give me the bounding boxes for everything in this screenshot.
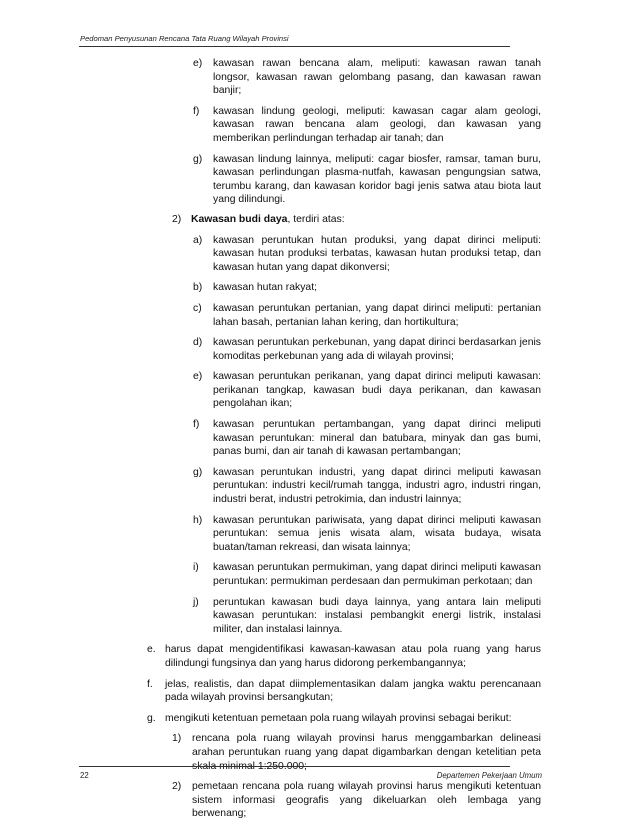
item-label: i): [193, 562, 199, 574]
item-label: 2): [172, 781, 182, 793]
item-text: kawasan peruntukan hutan produksi, yang dapat dirinci meliputi: kawasan hutan produksi terbatas, kawasan hutan produksi tetap, dan kawasan hutan yang dapat dikonversi;: [213, 234, 541, 273]
list-item: [193, 281, 541, 295]
item-text: kawasan peruntukan perikanan, yang dapat dirinci meliputi kawasan: perikanan tangkap, kawasan budi daya perikanan, dan kawasan pengolahan ikan;: [213, 371, 541, 410]
item-text: kawasan lindung lainnya, meliputi: cagar biosfer, ramsar, taman buru, kawasan perlindungan plasma-nutfah, kawasan pengungsian satwa, terumbu karang, dan kawasan koridor bagi jenis satwa atau biota laut yang dilindungi.: [213, 153, 541, 206]
item-label: b): [193, 282, 203, 294]
item-text: mengikuti ketentuan pemetaan pola ruang wilayah provinsi sebagai berikut:: [165, 712, 512, 724]
item-text: kawasan peruntukan pertambangan, yang dapat dirinci meliputi kawasan peruntukan: mineral dan batubara, minyak dan gas bumi, panas bumi, dan air tanah di kawasan pertambangan;: [213, 419, 541, 458]
running-footer: Departemen Pekerjaan Umum: [436, 771, 542, 780]
item-text: kawasan peruntukan industri, yang dapat dirinci meliputi kawasan peruntukan: industri kecil/rumah tangga, industri agro, industri ringan, industri berat, industri petrokimia, dan industri lainnya;: [213, 466, 541, 506]
item-label: f): [193, 105, 200, 117]
item-text: harus dapat mengidentifikasi kawasan-kawasan atau pola ruang yang harus dilindungi fungsinya dan yang harus didorong perkembangannya;: [165, 644, 541, 669]
list-item: [193, 57, 541, 98]
item-text: peruntukan kawasan budi daya lainnya, yang antara lain meliputi kawasan peruntukan: instalasi pembangkit energi listrik, instalasi militer, dan instalasi lainnya.: [213, 596, 541, 635]
list-item: [193, 105, 541, 146]
page-number: 22: [80, 771, 89, 780]
item-text: kawasan peruntukan perkebunan, yang dapat dirinci berdasarkan jenis komoditas perkebunan yang ada di wilayah provinsi;: [213, 337, 541, 362]
item-text: kawasan peruntukan pertanian, yang dapat dirinci meliputi: pertanian lahan basah, pertanian lahan kering, dan hortikultura;: [213, 302, 541, 328]
item-label: e): [193, 58, 203, 69]
item-text: kawasan lindung geologi, meliputi: kawasan cagar alam geologi, kawasan rawan bencana alam geologi, dan kawasan yang memberikan perlindungan terhadap air tanah; dan: [213, 105, 541, 144]
item-label: e): [193, 371, 203, 383]
item-text: kawasan peruntukan pariwisata, yang dapat dirinci meliputi kawasan peruntukan: semua jenis wisata alam, wisata budaya, wisata buatan/taman rekreasi, dan wisata lainnya;: [213, 514, 541, 553]
list-item: [147, 643, 541, 670]
item-text: rencana pola ruang wilayah provinsi harus menggambarkan delineasi arahan peruntukan ruang yang dapat digambarkan dengan ketelitian peta skala minimal 1:250.000;: [192, 733, 541, 772]
list-item-kawasan-budi-daya: [172, 213, 541, 227]
list-item: [172, 780, 541, 821]
item-label: 1): [172, 733, 182, 745]
item-label: f.: [147, 678, 153, 690]
item-text: kawasan rawan bencana alam, meliputi: kawasan rawan tanah longsor, kawasan rawan gelombang pasang, dan kawasan rawan banjir;: [213, 58, 541, 97]
list-item: [193, 418, 541, 459]
footer-rule: [79, 766, 510, 767]
item-label: d): [193, 337, 203, 349]
item-label: c): [193, 302, 202, 314]
list-item: [193, 370, 541, 411]
item-text: pemetaan rencana pola ruang wilayah provinsi harus mengikuti ketentuan sistem informasi geografis yang dikeluarkan oleh lembaga yang berwenang;: [192, 781, 541, 820]
list-item: [193, 336, 541, 363]
item-label: e.: [147, 644, 156, 656]
list-item: [172, 732, 541, 773]
list-item: [193, 561, 541, 588]
item-text: [191, 213, 541, 227]
item-label: g): [193, 466, 203, 478]
item-heading-rest: , terdiri atas:: [287, 213, 345, 225]
running-header: Pedoman Penyusunan Rencana Tata Ruang Wilayah Provinsi: [80, 34, 289, 43]
item-label: j): [193, 596, 199, 608]
list-item: [193, 596, 541, 637]
item-label: f): [193, 419, 200, 431]
item-label: g): [193, 153, 203, 165]
list-item: [193, 302, 541, 329]
item-label: g.: [147, 712, 156, 724]
item-label: h): [193, 514, 203, 526]
item-label: 2): [172, 213, 182, 225]
list-item: [193, 153, 541, 207]
item-heading: Kawasan budi daya: [191, 213, 288, 225]
list-item: [147, 678, 541, 705]
header-rule: [79, 46, 510, 47]
list-item: [193, 234, 541, 275]
list-item: [193, 514, 541, 555]
item-text: jelas, realistis, dan dapat diimplementasikan dalam jangka waktu perencanaan pada wilayah provinsi bersangkutan;: [165, 678, 541, 704]
item-text: kawasan peruntukan permukiman, yang dapat dirinci meliputi kawasan peruntukan: permukiman perdesaan dan permukiman perkotaan; dan: [213, 562, 541, 587]
page-body: [0, 57, 638, 821]
list-item: [147, 712, 541, 726]
item-label: a): [193, 234, 203, 246]
list-item: [193, 466, 541, 507]
item-text: kawasan hutan rakyat;: [213, 282, 317, 294]
